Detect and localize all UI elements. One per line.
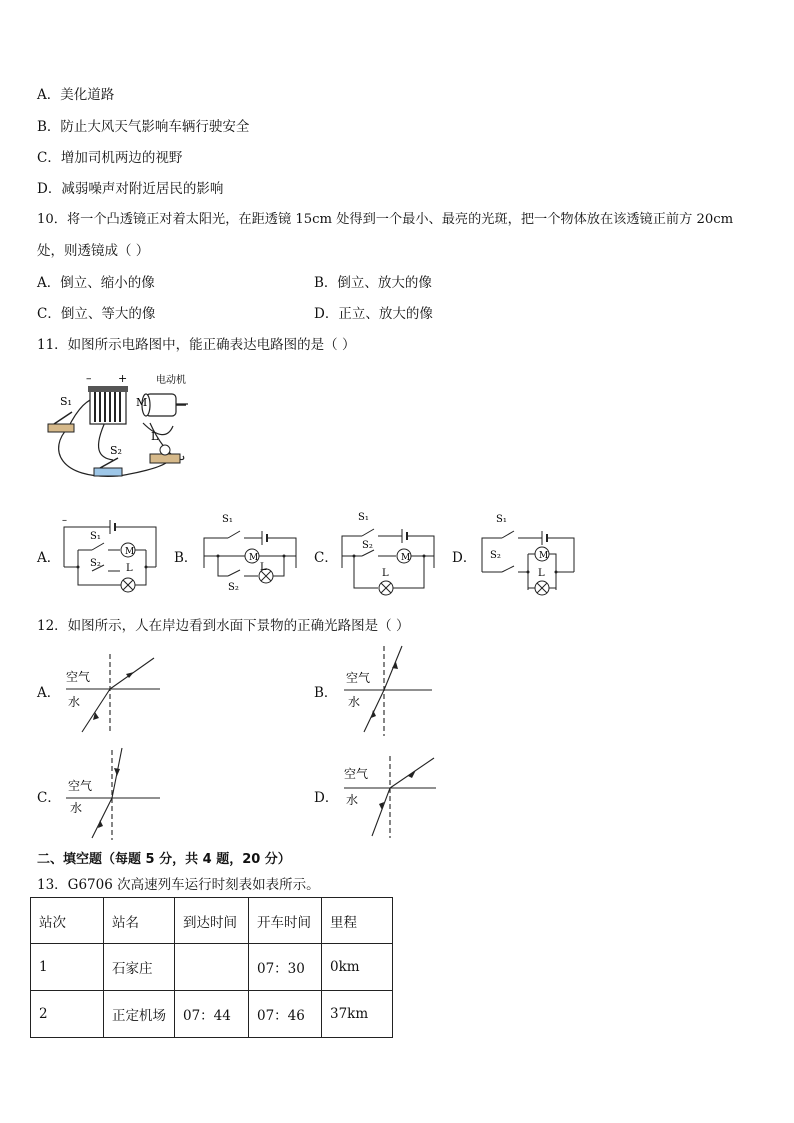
q9-option-c: C．增加司机两边的视野 (37, 150, 183, 166)
d-s1-label: S₁ (496, 514, 507, 525)
q11-option-c-letter: C． (314, 550, 338, 566)
table-cell: 2 (31, 991, 104, 1038)
q13-stem: 13．G6706 次高速列车运行时刻表如表所示。 (37, 877, 320, 893)
q12-option-a-diagram (62, 650, 162, 736)
q11-stem: 11．如图所示电路图中，能正确表达电路图的是（ ） (37, 337, 356, 353)
q12-option-b-diagram (340, 642, 436, 738)
d-air-label: 空气 (344, 767, 369, 781)
q11-option-d-circuit (476, 508, 580, 600)
b-m-label: M (249, 553, 259, 563)
q12-option-b-letter: B． (314, 685, 338, 701)
a-minus-label: – (62, 515, 67, 526)
section-2-title: 二、填空题（每题 5 分，共 4 题，20 分） (37, 852, 291, 867)
fig-m-label: M (136, 396, 148, 409)
table-cell (175, 944, 249, 991)
table-cell: 石家庄 (104, 944, 175, 991)
header-cell: 到达时间 (175, 898, 249, 944)
q11-option-a-letter: A． (37, 550, 61, 566)
q12-option-d-letter: D． (314, 790, 339, 806)
d-s2-label: S₂ (490, 550, 501, 561)
a-water-label: 水 (68, 695, 81, 709)
q11-option-d-letter: D． (452, 550, 477, 566)
header-cell: 里程 (322, 898, 393, 944)
d-l-label: L (538, 568, 545, 579)
table-cell: 07：30 (249, 944, 322, 991)
fig-l-label: L (151, 430, 159, 443)
q9-option-d: D．减弱噪声对附近居民的影响 (37, 181, 224, 197)
table-row (31, 991, 393, 1038)
table-row (31, 944, 393, 991)
q12-option-c-letter: C． (37, 790, 61, 806)
table-header-row (31, 898, 393, 944)
b-l-label: L (260, 562, 267, 573)
header-cell: 开车时间 (249, 898, 322, 944)
q11-option-c-circuit (336, 508, 440, 600)
fig-motor-label: 电动机 (156, 375, 186, 386)
fig-s2-label: S₂ (110, 444, 122, 457)
q10-stem-line1: 10．将一个凸透镜正对着太阳光，在距透镜 15cm 处得到一个最小、最亮的光斑，把一个物体放在该透镜正前方 20cm (37, 212, 734, 227)
header-cell: 站次 (31, 898, 104, 944)
q12-option-d-diagram (340, 752, 440, 840)
motor-icon (142, 394, 186, 416)
table-cell: 07：44 (175, 991, 249, 1038)
fig-s1-label: S₁ (60, 395, 72, 408)
a-s1-label: S₁ (90, 531, 101, 542)
table-cell: 0km (322, 944, 393, 991)
a-air-label: 空气 (66, 670, 91, 684)
d-m-label: M (539, 551, 549, 561)
a-l-label: L (126, 563, 133, 574)
q11-option-b-letter: B． (174, 550, 198, 566)
lamp-icon (150, 445, 180, 463)
q12-option-a-letter: A． (37, 685, 61, 701)
q12-option-c-diagram (62, 746, 162, 842)
b-water-label: 水 (348, 695, 361, 709)
a-m-label: M (125, 547, 135, 557)
c-s1-label: S₁ (358, 512, 369, 523)
c-water-label: 水 (70, 801, 83, 815)
switch-s1-icon (48, 412, 74, 432)
q9-option-a: A．美化道路 (37, 87, 115, 103)
q10-option-d: D．正立、放大的像 (314, 306, 433, 322)
a-s2-label: S₂ (90, 558, 101, 569)
timetable (30, 897, 393, 1038)
b-air-label: 空气 (346, 671, 371, 685)
battery-pack-icon (88, 386, 128, 424)
d-water-label: 水 (346, 793, 359, 807)
c-m-label: M (401, 553, 411, 563)
fig-plus-label: + (118, 372, 128, 385)
q11-circuit-figure (38, 368, 208, 486)
q10-option-b: B．倒立、放大的像 (314, 275, 432, 291)
header-cell: 站名 (104, 898, 175, 944)
b-s1-label: S₁ (222, 514, 233, 525)
table-cell: 正定机场 (104, 991, 175, 1038)
table-cell: 37km (322, 991, 393, 1038)
q11-option-b-circuit (198, 508, 302, 598)
table-cell: 07：46 (249, 991, 322, 1038)
q10-option-c: C．倒立、等大的像 (37, 306, 156, 322)
b-s2-label: S₂ (228, 582, 239, 593)
q12-stem: 12．如图所示，人在岸边看到水面下景物的正确光路图是（ ） (37, 618, 410, 634)
q10-stem-line2: 处，则透镜成（ ） (37, 243, 150, 259)
q10-option-a: A．倒立、缩小的像 (37, 275, 155, 291)
table-cell: 1 (31, 944, 104, 991)
q11-option-a-circuit (58, 515, 162, 595)
c-l-label: L (382, 568, 389, 579)
c-air-label: 空气 (68, 779, 93, 793)
switch-s2-icon (94, 458, 122, 476)
c-s2-label: S₂ (362, 540, 373, 551)
fig-minus-label: – (86, 372, 92, 385)
q9-option-b: B．防止大风天气影响车辆行驶安全 (37, 119, 250, 135)
